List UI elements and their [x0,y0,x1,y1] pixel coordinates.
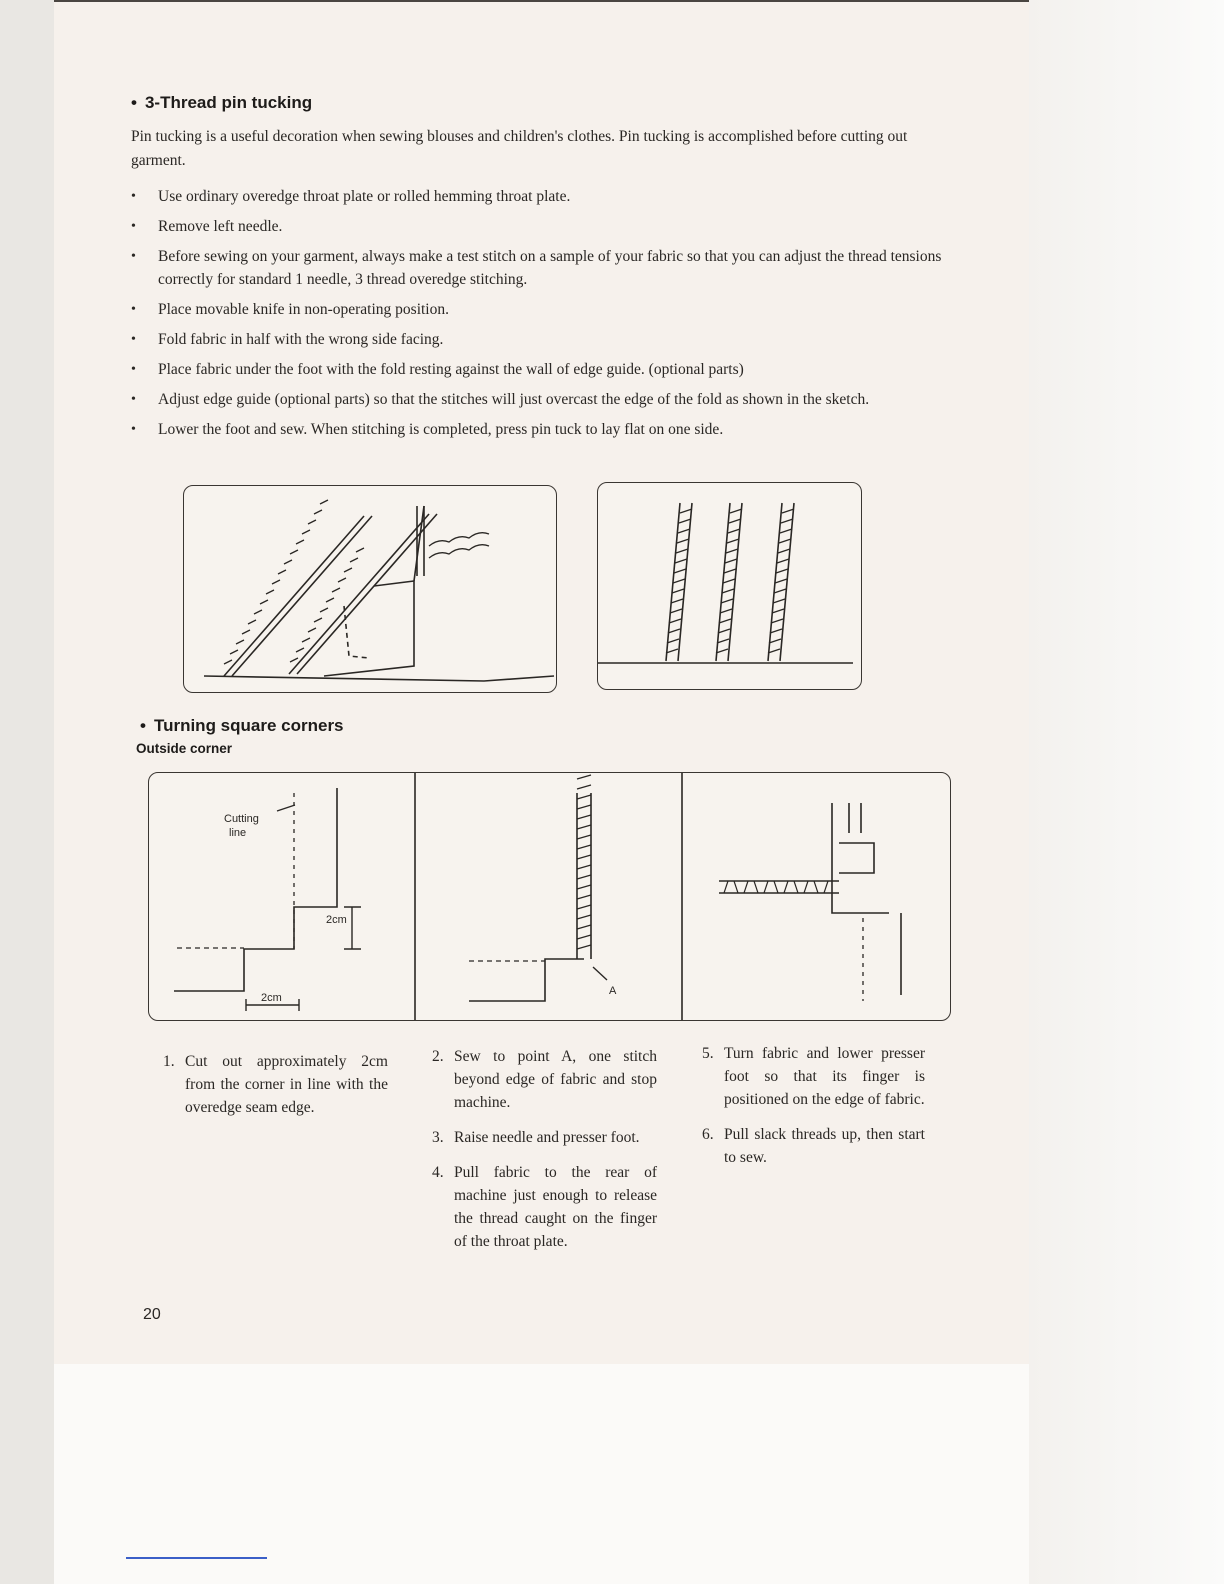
step-number: 4. [432,1164,444,1181]
step-item [432,1126,657,1149]
step-text: Cut out approximately 2cm from the corner in line with the overedge seam edge. [185,1053,388,1116]
step-number: 3. [432,1129,444,1146]
page-shadow [1029,0,1224,1584]
step-item [163,1050,388,1119]
heading-bullet: • [140,716,146,735]
list-item: • Use ordinary overedge throat plate or rolled hemming throat plate. [131,185,946,208]
section1-title: 3-Thread pin tucking [144,93,313,112]
page-margin-bottom [54,1362,1029,1584]
finished-pin-tucks-figure [597,482,862,690]
step-item [702,1042,925,1111]
step-number: 2. [432,1048,444,1065]
list-item: • Place movable knife in non-operating position. [131,298,946,321]
dim-vertical-label: 2cm [326,914,347,926]
step-number: 1. [163,1053,175,1070]
steps-column-3 [702,1042,925,1181]
step-item [702,1123,925,1169]
list-item: • Remove left needle. [131,215,946,238]
dim-horizontal-label: 2cm [261,992,282,1004]
section-heading-pin-tucking [131,93,312,113]
section2-subtitle: Outside corner [136,741,233,756]
step-number: 6. [702,1126,714,1143]
pin-tuck-sewing-figure [183,485,557,693]
step-number: 5. [702,1045,714,1062]
step-text: Turn fabric and lower presser foot so that its finger is positioned on the edge of fabric. [724,1045,925,1108]
step-text: Raise needle and presser foot. [454,1129,640,1146]
step-text: Sew to point A, one stitch beyond edge of fabric and stop machine. [454,1048,657,1111]
list-item: • Adjust edge guide (optional parts) so that the stitches will just overcast the edge of the fold as shown in the sketch. [131,388,946,411]
section-heading-square-corners [140,716,344,736]
list-item: • Fold fabric in half with the wrong side facing. [131,328,946,351]
section2-title: Turning square corners [153,716,344,735]
step-item [432,1161,657,1253]
list-item: • Place fabric under the foot with the fold resting against the wall of edge guide. (optional parts) [131,358,946,381]
steps-column-2 [432,1045,657,1265]
cutting-line-label-1: Cutting [224,813,259,825]
cutting-line-label-2: line [229,827,247,839]
scan-artifact-line [126,1557,267,1559]
instruction-list [131,185,946,448]
intro-paragraph: Pin tucking is a useful decoration when sewing blouses and children's clothes. Pin tucking is accomplished before cutting out garment. [131,128,908,169]
list-item: • Before sewing on your garment, always make a test stitch on a sample of your fabric so that you can adjust the thread tensions correctly for standard 1 needle, 3 thread overedge stitching. [131,245,946,291]
step-item [432,1045,657,1114]
pin-tuck-sketch [184,486,556,692]
point-a-label: A [609,985,617,997]
page-number: 20 [143,1306,161,1323]
step-text: Pull fabric to the rear of machine just enough to release the thread caught on the finger of the throat plate. [454,1164,657,1250]
steps-column-1 [163,1050,388,1131]
pin-tucks-sketch [598,483,861,689]
square-corner-figure [148,772,951,1021]
step-text: Pull slack threads up, then start to sew. [724,1126,925,1166]
square-corner-panels [149,773,950,1020]
heading-bullet: • [131,93,137,112]
list-item: • Lower the foot and sew. When stitching is completed, press pin tuck to lay flat on one side. [131,418,946,441]
